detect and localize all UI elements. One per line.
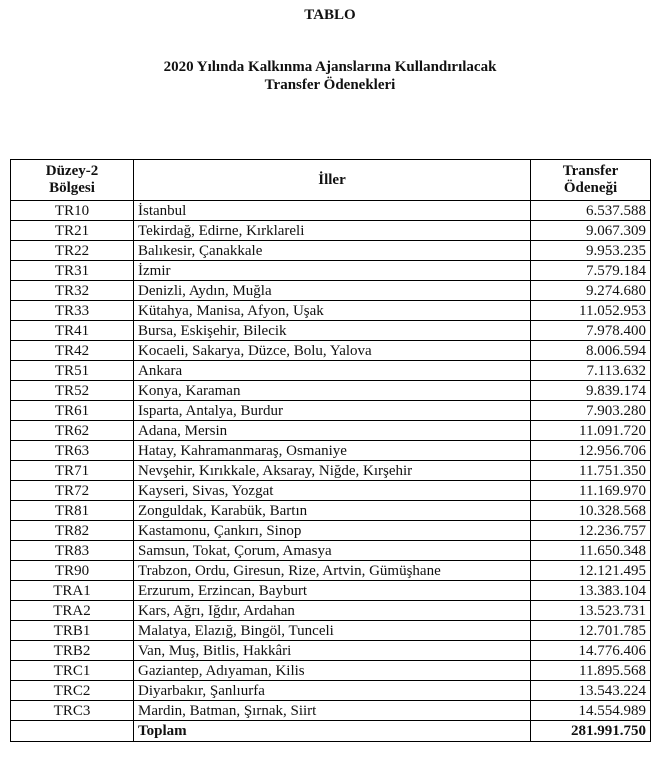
- region-code-cell: TRB1: [11, 621, 134, 641]
- header-amount-line-1: Transfer: [562, 163, 619, 179]
- region-code-cell: TR21: [11, 221, 134, 241]
- region-code-cell: TR82: [11, 521, 134, 541]
- table-row: [11, 321, 651, 341]
- provinces-cell: İstanbul: [134, 201, 531, 221]
- region-code-cell: TR72: [11, 481, 134, 501]
- region-code-cell: TR22: [11, 241, 134, 261]
- amount-cell: 7.113.632: [531, 361, 651, 381]
- amount-cell: 7.978.400: [531, 321, 651, 341]
- amount-cell: 9.839.174: [531, 381, 651, 401]
- provinces-cell: Balıkesir, Çanakkale: [134, 241, 531, 261]
- header-amount-line-2: Ödeneği: [563, 180, 618, 196]
- table-row: [11, 641, 651, 661]
- provinces-cell: Zonguldak, Karabük, Bartın: [134, 501, 531, 521]
- region-code-cell: TR41: [11, 321, 134, 341]
- table-row: [11, 261, 651, 281]
- transfer-table: [10, 159, 651, 742]
- region-code-cell: TR63: [11, 441, 134, 461]
- provinces-cell: Bursa, Eskişehir, Bilecik: [134, 321, 531, 341]
- provinces-cell: Gaziantep, Adıyaman, Kilis: [134, 661, 531, 681]
- provinces-cell: Trabzon, Ordu, Giresun, Rize, Artvin, Gümüşhane: [134, 561, 531, 581]
- table-row: [11, 521, 651, 541]
- amount-cell: 7.579.184: [531, 261, 651, 281]
- total-empty-cell: [11, 721, 134, 742]
- amount-cell: 11.169.970: [531, 481, 651, 501]
- table-row: [11, 221, 651, 241]
- provinces-cell: Kayseri, Sivas, Yozgat: [134, 481, 531, 501]
- provinces-cell: Denizli, Aydın, Muğla: [134, 281, 531, 301]
- table-header-row: [11, 160, 651, 201]
- document-title: [0, 58, 660, 94]
- table-row: [11, 421, 651, 441]
- provinces-cell: Erzurum, Erzincan, Bayburt: [134, 581, 531, 601]
- document-label: TABLO: [304, 7, 356, 23]
- provinces-cell: Konya, Karaman: [134, 381, 531, 401]
- amount-cell: 14.776.406: [531, 641, 651, 661]
- amount-cell: 8.006.594: [531, 341, 651, 361]
- table-row: [11, 541, 651, 561]
- provinces-cell: İzmir: [134, 261, 531, 281]
- table-row: [11, 601, 651, 621]
- region-code-cell: TRA1: [11, 581, 134, 601]
- table-row: [11, 501, 651, 521]
- table-row: [11, 481, 651, 501]
- provinces-cell: Kars, Ağrı, Iğdır, Ardahan: [134, 601, 531, 621]
- amount-cell: 12.701.785: [531, 621, 651, 641]
- title-line-2: Transfer Ödenekleri: [264, 77, 396, 93]
- total-amount: 281.991.750: [531, 721, 651, 742]
- region-code-cell: TR42: [11, 341, 134, 361]
- provinces-cell: Kütahya, Manisa, Afyon, Uşak: [134, 301, 531, 321]
- header-region: [11, 160, 134, 201]
- provinces-cell: Kocaeli, Sakarya, Düzce, Bolu, Yalova: [134, 341, 531, 361]
- provinces-cell: Samsun, Tokat, Çorum, Amasya: [134, 541, 531, 561]
- amount-cell: 12.956.706: [531, 441, 651, 461]
- table-row: [11, 201, 651, 221]
- table-row: [11, 381, 651, 401]
- amount-cell: 13.543.224: [531, 681, 651, 701]
- region-code-cell: TR32: [11, 281, 134, 301]
- table-row: [11, 241, 651, 261]
- provinces-cell: Hatay, Kahramanmaraş, Osmaniye: [134, 441, 531, 461]
- header-amount: [531, 160, 651, 201]
- provinces-cell: Mardin, Batman, Şırnak, Siirt: [134, 701, 531, 721]
- region-code-cell: TR51: [11, 361, 134, 381]
- provinces-cell: Diyarbakır, Şanlıurfa: [134, 681, 531, 701]
- amount-cell: 9.274.680: [531, 281, 651, 301]
- table-row: [11, 401, 651, 421]
- table-row: [11, 341, 651, 361]
- region-code-cell: TR81: [11, 501, 134, 521]
- amount-cell: 13.523.731: [531, 601, 651, 621]
- region-code-cell: TRC1: [11, 661, 134, 681]
- provinces-cell: Nevşehir, Kırıkkale, Aksaray, Niğde, Kırşehir: [134, 461, 531, 481]
- table-row: [11, 301, 651, 321]
- provinces-cell: Isparta, Antalya, Burdur: [134, 401, 531, 421]
- amount-cell: 11.895.568: [531, 661, 651, 681]
- amount-cell: 7.903.280: [531, 401, 651, 421]
- table-row: [11, 441, 651, 461]
- amount-cell: 9.953.235: [531, 241, 651, 261]
- header-region-line-1: Düzey-2: [45, 163, 99, 179]
- provinces-cell: Van, Muş, Bitlis, Hakkâri: [134, 641, 531, 661]
- amount-cell: 12.121.495: [531, 561, 651, 581]
- amount-cell: 14.554.989: [531, 701, 651, 721]
- region-code-cell: TR52: [11, 381, 134, 401]
- total-row: [11, 721, 651, 742]
- provinces-cell: Tekirdağ, Edirne, Kırklareli: [134, 221, 531, 241]
- region-code-cell: TR71: [11, 461, 134, 481]
- region-code-cell: TR90: [11, 561, 134, 581]
- table-row: [11, 701, 651, 721]
- provinces-cell: Malatya, Elazığ, Bingöl, Tunceli: [134, 621, 531, 641]
- provinces-cell: Kastamonu, Çankırı, Sinop: [134, 521, 531, 541]
- provinces-cell: Ankara: [134, 361, 531, 381]
- region-code-cell: TR61: [11, 401, 134, 421]
- amount-cell: 11.091.720: [531, 421, 651, 441]
- table-row: [11, 461, 651, 481]
- table-row: [11, 661, 651, 681]
- amount-cell: 12.236.757: [531, 521, 651, 541]
- header-region-line-2: Bölgesi: [49, 180, 95, 196]
- table-row: [11, 581, 651, 601]
- amount-cell: 6.537.588: [531, 201, 651, 221]
- region-code-cell: TRB2: [11, 641, 134, 661]
- amount-cell: 10.328.568: [531, 501, 651, 521]
- amount-cell: 11.751.350: [531, 461, 651, 481]
- region-code-cell: TR62: [11, 421, 134, 441]
- region-code-cell: TR10: [11, 201, 134, 221]
- region-code-cell: TR83: [11, 541, 134, 561]
- amount-cell: 11.052.953: [531, 301, 651, 321]
- provinces-cell: Adana, Mersin: [134, 421, 531, 441]
- region-code-cell: TRC3: [11, 701, 134, 721]
- amount-cell: 13.383.104: [531, 581, 651, 601]
- region-code-cell: TR31: [11, 261, 134, 281]
- table-row: [11, 681, 651, 701]
- region-code-cell: TRA2: [11, 601, 134, 621]
- table-row: [11, 621, 651, 641]
- table-row: [11, 281, 651, 301]
- title-line-1: 2020 Yılında Kalkınma Ajanslarına Kullandırılacak: [163, 59, 497, 75]
- region-code-cell: TR33: [11, 301, 134, 321]
- table-row: [11, 561, 651, 581]
- amount-cell: 11.650.348: [531, 541, 651, 561]
- table-row: [11, 361, 651, 381]
- total-label: Toplam: [134, 721, 531, 742]
- amount-cell: 9.067.309: [531, 221, 651, 241]
- header-provinces: İller: [134, 160, 531, 201]
- region-code-cell: TRC2: [11, 681, 134, 701]
